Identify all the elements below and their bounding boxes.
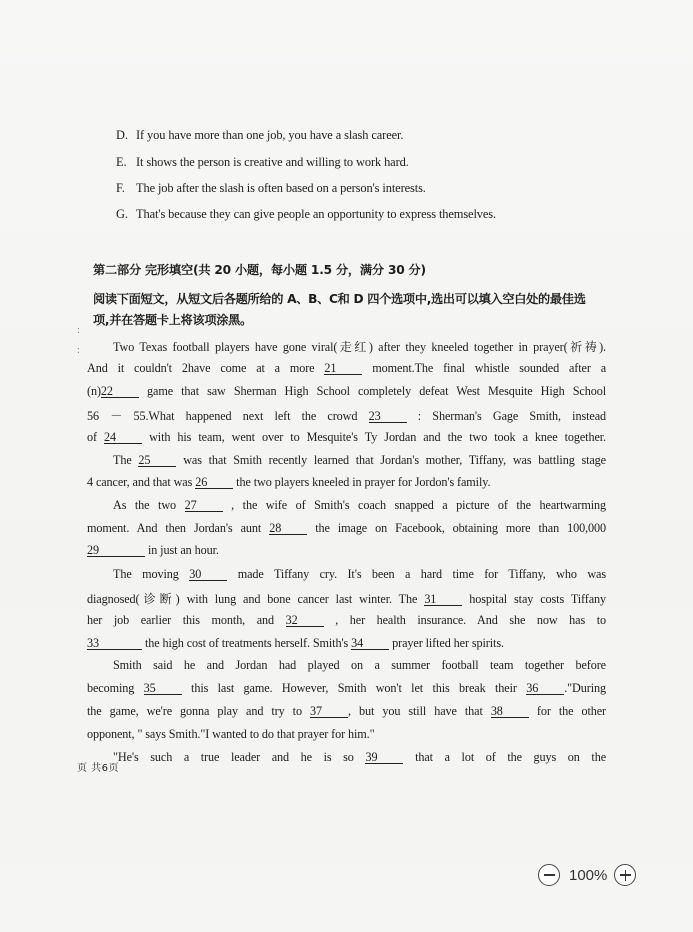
passage-line: (n)22 game that saw Sherman High School completely defeat West Mesquite High School xyxy=(87,384,607,398)
passage-line: her job earlier this month, and 32 , her health insurance. And she now has to xyxy=(87,613,606,627)
blank-31: 31 xyxy=(424,594,462,606)
blank-25: 25 xyxy=(138,455,176,467)
option-e: E. It shows the person is creative and willing to work hard. xyxy=(116,155,409,169)
blank-23: 23 xyxy=(369,411,407,423)
passage-line: 33 the high cost of treatments herself. Smith's 34 prayer lifted her spirits. xyxy=(87,636,504,650)
blank-34: 34 xyxy=(351,638,389,650)
margin-mark: : xyxy=(77,345,80,356)
blank-27: 27 xyxy=(185,500,223,512)
minus-icon xyxy=(544,874,555,876)
option-g: G. That's because they can give people an opportunity to express themselves. xyxy=(116,207,497,221)
option-f: F. The job after the slash is often based on a person's interests. xyxy=(116,181,426,195)
passage-line: 56 － 55.What happened next left the crowd 23 : Sherman's Gage Smith, instead xyxy=(87,409,606,423)
blank-21: 21 xyxy=(324,363,362,375)
blank-36: 36 xyxy=(526,683,564,695)
blank-33: 33 xyxy=(87,638,142,650)
blank-37: 37 xyxy=(310,706,348,718)
passage-line: As the two 27 , the wife of Smith's coach snapped a picture of the heartwarming xyxy=(113,498,606,512)
passage-line: And it couldn't 2have come at a more 21 moment.The final whistle sounded after a xyxy=(87,361,606,375)
blank-35: 35 xyxy=(144,683,182,695)
blank-29: 29 xyxy=(87,545,145,557)
blank-28: 28 xyxy=(269,523,307,535)
passage-line: of 24 with his team, went over to Mesquite's Ty Jordan and the two took a knee together. xyxy=(87,430,606,444)
zoom-out-button[interactable] xyxy=(538,864,560,886)
passage-line: The 25 was that Smith recently learned that Jordan's mother, Tiffany, was battling stage xyxy=(113,453,606,467)
section-title: 第二部分 完形填空(共 20 小题，每小题 1.5 分，满分 30 分) xyxy=(93,263,426,277)
plus-icon xyxy=(620,874,631,876)
passage-line: "He's such a true leader and he is so 39 that a lot of the guys on the xyxy=(113,750,607,764)
instruction-line-1: 阅读下面短文，从短文后各题所给的 A、B、C和 D 四个选项中,选出可以填入空白处的最佳选 xyxy=(93,292,586,306)
blank-32: 32 xyxy=(286,615,324,627)
blank-38: 38 xyxy=(491,706,529,718)
blank-26: 26 xyxy=(195,477,233,489)
passage-line: 4 cancer, and that was 26 the two players kneeled in prayer for Jordon's family. xyxy=(87,475,491,489)
blank-24: 24 xyxy=(104,432,142,444)
instruction-line-2: 项,并在答题卡上将该项涂黑。 xyxy=(93,313,252,327)
passage-line: Smith said he and Jordan had played on a summer football team together before xyxy=(113,658,606,672)
passage-line: becoming 35 this last game. However, Smith won't let this break their 36 ."During xyxy=(87,681,606,695)
passage-line: moment. And then Jordan's aunt 28 the image on Facebook, obtaining more than 100,000 xyxy=(87,521,607,535)
passage-line: diagnosed(诊断) with lung and bone cancer last winter. The 31 hospital stay costs Tiffany xyxy=(87,592,607,606)
zoom-in-button[interactable] xyxy=(614,864,636,886)
blank-39: 39 xyxy=(365,752,403,764)
zoom-control xyxy=(538,861,653,889)
option-d: D. If you have more than one job, you have a slash career. xyxy=(116,128,404,142)
passage-line: 29 in just an hour. xyxy=(87,543,219,557)
blank-22: 22 xyxy=(101,386,139,398)
margin-mark: : xyxy=(77,325,80,336)
zoom-level: 100% xyxy=(569,866,608,884)
passage-line: The moving 30 made Tiffany cry. It's been a hard time for Tiffany, who was xyxy=(113,567,606,581)
passage-line: Two Texas football players have gone viral(走红) after they kneeled together in prayer(祈祷). xyxy=(113,340,606,354)
blank-30: 30 xyxy=(189,569,227,581)
passage-line: the game, we're gonna play and try to 37 , but you still have that 38 for the other xyxy=(87,704,607,718)
page-footer: 页 共6页 xyxy=(77,763,120,774)
passage-line: opponent, " says Smith."I wanted to do that prayer for him." xyxy=(87,727,375,741)
